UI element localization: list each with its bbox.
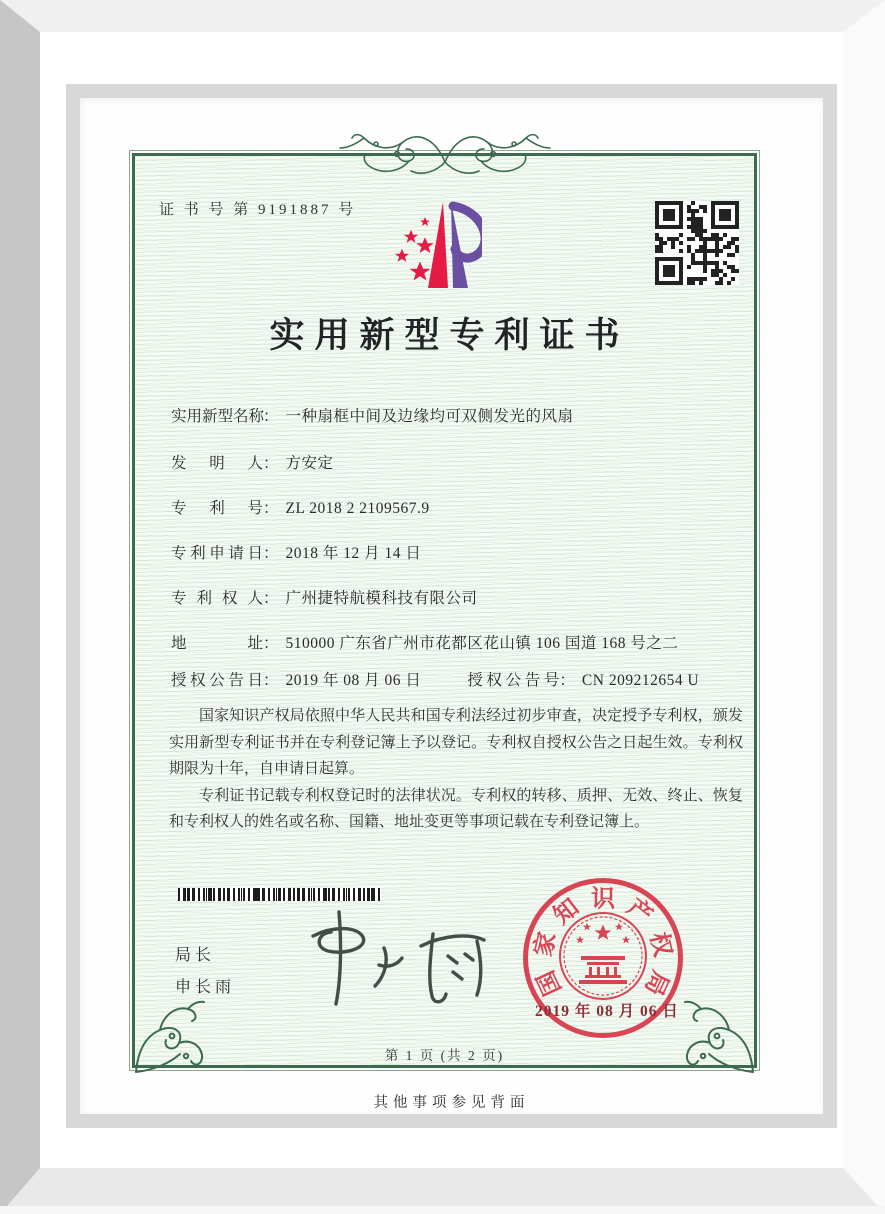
certificate-number: 证 书 号 第 9191887 号 — [159, 202, 357, 218]
back-side-note: 其他事项参见背面 — [373, 1095, 530, 1111]
cnipa-logo-icon — [376, 194, 482, 296]
field-label: 专利申请日 — [171, 545, 263, 562]
frame-inner-lip — [66, 84, 837, 1128]
field-value: ZL 2018 2 2109567.9 — [285, 500, 430, 517]
colon: ： — [263, 408, 279, 425]
field-value: 一种扇框中间及边缘均可双侧发光的风扇 — [285, 408, 574, 425]
legal-paragraph-2: 专利证书记载专利权登记时的法律状况。专利权的转移、质押、无效、终止、恢复和专利权人的姓名或名称、国籍、地址变更等事项记载在专利登记簿上。 — [169, 787, 743, 830]
seal-date: 2019 年 08 月 06 日 — [535, 1003, 679, 1020]
certificate-title: 实用新型专利证书 — [269, 316, 630, 355]
field-value: 方安定 — [285, 455, 334, 472]
colon: ： — [559, 672, 575, 689]
field-value: 广州捷特航模科技有限公司 — [285, 590, 478, 607]
field-label: 地址 — [171, 635, 263, 652]
director-signature-icon — [283, 908, 511, 1008]
colon: ： — [263, 545, 279, 562]
field-row-patent-no — [171, 496, 430, 518]
colon: ： — [263, 500, 279, 517]
field-label: 实用新型名称 — [171, 408, 265, 425]
field-row-patentee — [171, 586, 478, 608]
colon: ： — [263, 455, 279, 472]
official-seal: 国 家 知 识 产 权 局 — [523, 878, 683, 1038]
field-row-address — [171, 631, 678, 653]
certificate-ornamental-border — [132, 153, 757, 1068]
field-label: 发明人 — [171, 455, 263, 472]
qr-code — [655, 201, 739, 285]
field-row-grant — [171, 668, 699, 690]
colon: ： — [263, 590, 279, 607]
field-row-name — [171, 404, 574, 426]
legal-text — [169, 703, 743, 836]
grant-date-value: 2019 年 08 月 06 日 — [285, 672, 422, 689]
field-value: 510000 广东省广州市花都区花山镇 106 国道 168 号之二 — [285, 635, 679, 652]
legal-paragraph-1: 国家知识产权局依照中华人民共和国专利法经过初步审查，决定授予专利权，颁发实用新型专利证书并在专利登记簿上予以登记。专利权自授权公告之日起生效。专利权期限为十年，自申请日起算。 — [169, 708, 743, 777]
certificate-paper — [80, 98, 823, 1114]
field-label: 专利权人 — [171, 590, 263, 607]
field-value: 2018 年 12 月 14 日 — [285, 545, 422, 562]
colon: ： — [263, 635, 279, 652]
signatory-name: 申长雨 — [175, 979, 236, 996]
barcode — [178, 888, 381, 901]
colon: ： — [263, 672, 279, 689]
bottom-left-flourish-icon — [128, 998, 210, 1082]
field-label: 专利号 — [171, 500, 263, 517]
field-row-filing-date — [171, 541, 421, 563]
field-row-inventor — [171, 451, 334, 473]
grant-date-label: 授权公告日 — [171, 672, 263, 689]
grant-no-label: 授权公告号 — [467, 672, 560, 689]
top-center-flourish-icon — [338, 120, 552, 186]
page-number: 第 1 页 (共 2 页) — [384, 1048, 505, 1063]
grant-no-value: CN 209212654 U — [581, 672, 700, 689]
signatory-title: 局长 — [175, 947, 216, 964]
